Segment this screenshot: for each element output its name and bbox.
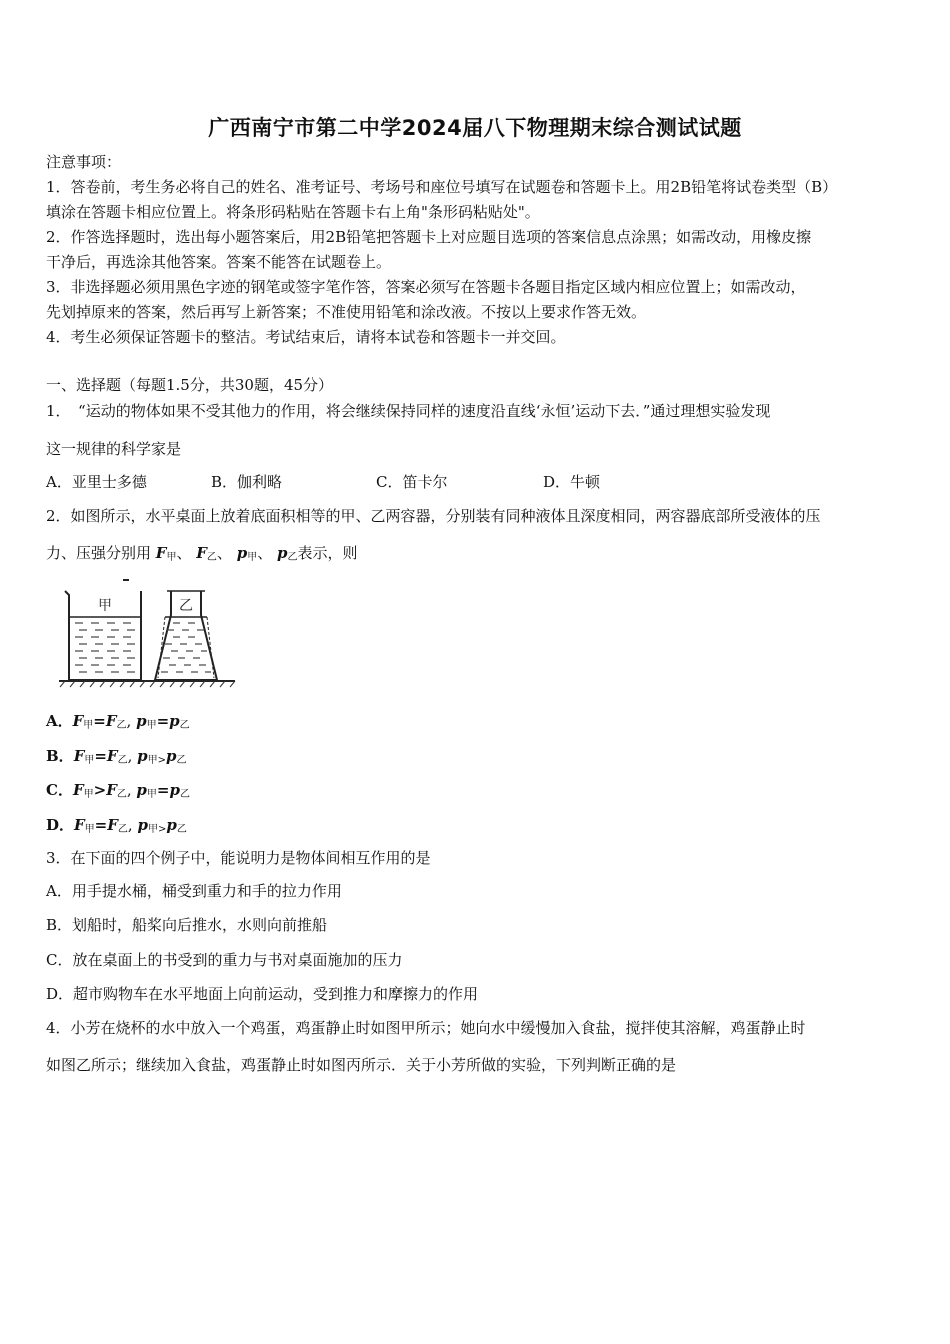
notice-heading: 注意事项： <box>46 153 122 171</box>
symbol-p: p <box>169 781 180 799</box>
subscript-jia: 甲 <box>146 720 157 731</box>
symbol-F: F <box>155 544 167 562</box>
relation-p: > <box>157 824 167 835</box>
symbol-p: p <box>169 712 180 730</box>
notice-line: 3．非选择题必须用黑色字迹的钢笔或签字笔作答，答案必须写在答题卡各题目指定区域内相应位置上；如需改动， <box>46 278 806 296</box>
symbol-F: F <box>107 816 118 834</box>
notice-line: 干净后，再选涂其他答案。答案不能答在试题卷上。 <box>46 253 392 271</box>
separator: 、 <box>257 544 273 562</box>
q2-option-a: A．$F_甲=F_乙$, $p_甲=p_乙$ <box>46 712 190 731</box>
symbol-p: p <box>136 781 147 799</box>
subscript-jia: 甲 <box>247 552 258 563</box>
subscript-jia: 甲 <box>147 755 158 766</box>
symbol-p: p <box>166 816 177 834</box>
q1-stem-line2: 这一规律的科学家是 <box>46 440 182 458</box>
symbol-p: p <box>166 747 177 765</box>
label-yi: 乙 <box>179 598 193 614</box>
q2-stem-line2 <box>46 543 358 568</box>
subscript-jia: 甲 <box>83 789 94 800</box>
option-letter: D． <box>46 816 75 834</box>
symbol-p: p <box>137 747 148 765</box>
symbol-F: F <box>105 712 117 730</box>
subscript-yi: 乙 <box>176 755 187 766</box>
q2-option-c: C．$F_甲>F_乙$, $p_甲=p_乙$ <box>46 781 190 800</box>
q1-option-c: C．笛卡尔 <box>376 473 448 491</box>
q3-option-d: D．超市购物车在水平地面上向前运动，受到推力和摩擦力的作用 <box>46 985 479 1003</box>
symbol-F: F <box>196 544 207 562</box>
symbol-p: p <box>136 712 147 730</box>
symbol-F: F <box>72 781 84 799</box>
subscript-yi: 乙 <box>176 824 187 835</box>
q4-stem-line1: 4．小芳在烧杯的水中放入一个鸡蛋，鸡蛋静止时如图甲所示；她向水中缓慢加入食盐，搅拌使其溶解，鸡蛋静止时 <box>46 1019 806 1037</box>
q3-option-c: C．放在桌面上的书受到的重力与书对桌面施加的压力 <box>46 951 403 969</box>
subscript-jia: 甲 <box>84 824 95 835</box>
relation-F: = <box>94 816 108 834</box>
q1-option-b: B．伽利略 <box>211 473 283 491</box>
relation-p: = <box>156 712 170 730</box>
q4-stem-line2: 如图乙所示；继续加入食盐，鸡蛋静止时如图丙所示．关于小芳所做的实验，下列判断正确的是 <box>46 1056 677 1074</box>
notice-line: 2．作答选择题时，选出每小题答案后，用2B铅笔把答题卡上对应题目选项的答案信息点涂黑；如需改动，用橡皮擦 <box>46 228 812 246</box>
symbol-F: F <box>106 781 117 799</box>
exam-title: 广西南宁市第二中学2024届八下物理期末综合测试试题 <box>208 116 742 140</box>
subscript-yi: 乙 <box>206 552 217 563</box>
notice-line: 1．答卷前，考生务必将自己的姓名、准考证号、考场号和座位号填写在试题卷和答题卡上。用2B铅笔将试卷类型（B） <box>46 178 838 196</box>
symbol-F: F <box>106 747 118 765</box>
section-heading: 一、选择题（每题1.5分，共30题，45分） <box>46 376 334 394</box>
subscript-yi: 乙 <box>116 789 127 800</box>
subscript-yi: 乙 <box>117 824 128 835</box>
separator: 、 <box>176 544 192 562</box>
option-letter: C． <box>46 781 73 799</box>
symbol-p: p <box>137 816 148 834</box>
notice-line: 4．考生必须保证答题卡的整洁。考试结束后，请将本试卷和答题卡一并交回。 <box>46 328 566 346</box>
relation-F: > <box>93 781 107 799</box>
q1-options <box>46 472 746 492</box>
subscript-yi: 乙 <box>117 755 128 766</box>
symbol-F: F <box>72 712 84 730</box>
q2-option-d: D．$F_甲=F_乙$, $p_{甲>}p_乙$ <box>46 816 187 835</box>
relation-p: = <box>156 781 170 799</box>
q2-option-b: B．$F_甲=F_乙$, $p_{甲>}p_乙$ <box>46 747 187 766</box>
subscript-jia: 甲 <box>147 824 158 835</box>
relation-F: = <box>93 712 106 730</box>
q1-stem-line1: 1． “运动的物体如果不受其他力的作用，将会继续保持同样的速度沿直线‘永恒’运动下去．”通过理想实验发现 <box>46 402 771 420</box>
subscript-yi: 乙 <box>179 789 190 800</box>
q3-option-b: B．划船时，船桨向后推水，水则向前推船 <box>46 916 328 934</box>
q1-option-a: A．亚里士多德 <box>46 473 147 491</box>
q3-stem: 3．在下面的四个例子中，能说明力是物体间相互作用的是 <box>46 849 431 867</box>
subscript-jia: 甲 <box>83 720 94 731</box>
subscript-jia: 甲 <box>146 789 157 800</box>
subscript-yi: 乙 <box>179 720 190 731</box>
option-letter: A． <box>46 712 73 730</box>
q2-containers-figure <box>55 577 240 692</box>
symbol-p: p <box>277 544 288 562</box>
subscript-yi: 乙 <box>116 720 127 731</box>
symbol-F: F <box>73 747 85 765</box>
q2-prefix-text: 力、压强分别用 <box>46 544 152 562</box>
symbol-F: F <box>74 816 85 834</box>
liquid-yi <box>161 623 211 672</box>
notice-line: 先划掉原来的答案，然后再写上新答案；不准使用铅笔和涂改液。不按以上要求作答无效。 <box>46 303 647 321</box>
subscript-jia: 甲 <box>166 552 177 563</box>
q2-suffix-text: 表示，则 <box>297 544 358 562</box>
q1-option-d: D．牛顿 <box>543 473 601 491</box>
separator: 、 <box>216 544 232 562</box>
liquid-jia <box>75 623 135 672</box>
relation-p: > <box>157 755 167 766</box>
notice-line: 填涂在答题卡相应位置上。将条形码粘贴在答题卡右上角"条形码粘贴处"。 <box>46 203 540 221</box>
subscript-yi: 乙 <box>287 552 298 563</box>
option-letter: B． <box>46 747 74 765</box>
label-jia: 甲 <box>98 598 112 614</box>
subscript-jia: 甲 <box>84 755 95 766</box>
symbol-p: p <box>236 544 248 562</box>
q3-option-a: A．用手提水桶，桶受到重力和手的拉力作用 <box>46 882 342 900</box>
q2-stem-line1: 2．如图所示，水平桌面上放着底面积相等的甲、乙两容器，分别装有同种液体且深度相同，两容器底部所受液体的压 <box>46 507 821 525</box>
relation-F: = <box>94 747 107 765</box>
